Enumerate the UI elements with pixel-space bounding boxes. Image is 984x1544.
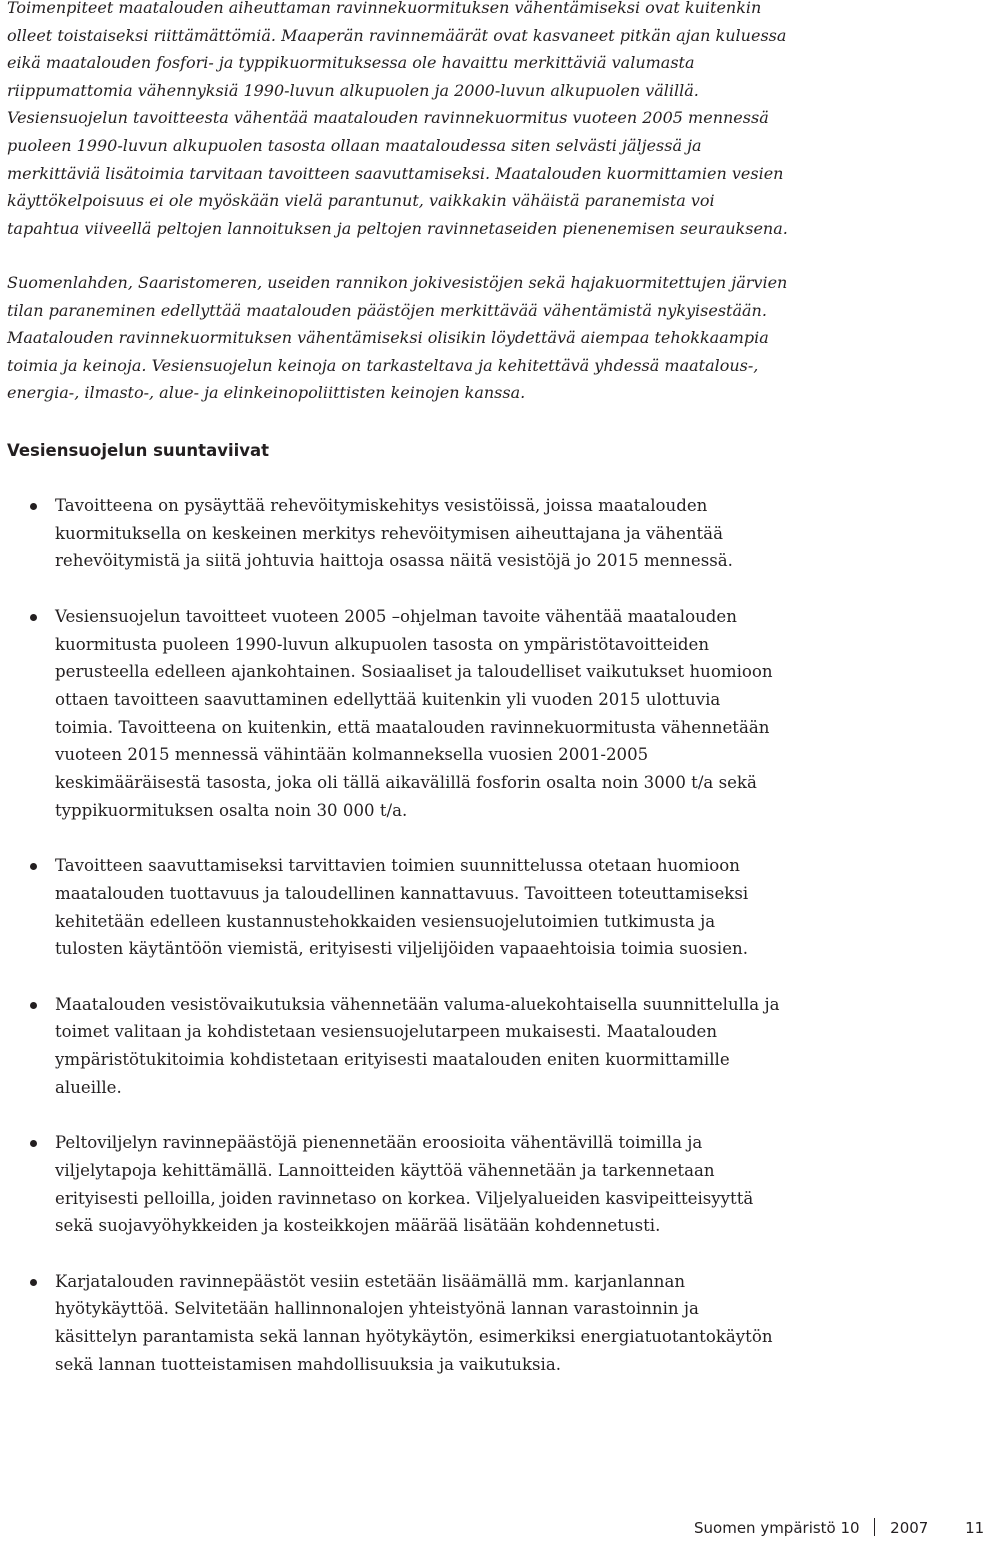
page-number: 11 — [965, 1519, 984, 1537]
list-item-text: Karjatalouden ravinnepäästöt vesiin estetään lisäämällä mm. karjanlannan hyötykäyttöä. Selvitetään hallinnonalojen yhteistyönä lannan varastoinnin ja käsittelyn parantamista sekä lannan hyötykäytön, esimerkiksi energiatuotantokäytön sekä lannan tuotteistamisen mahdollisuuksia ja vaikutuksia. — [55, 1271, 773, 1374]
list-item — [0, 852, 780, 963]
footer-year: 2007 — [890, 1519, 929, 1537]
bullet-icon — [30, 503, 37, 510]
list-item-text: Vesiensuojelun tavoitteet vuoteen 2005 –ohjelman tavoite vähentää maatalouden kuormitusta puoleen 1990-luvun alkupuolen tasosta on ympäristötavoitteiden perusteella edelleen ajankohtainen. Sosiaaliset ja taloudelliset vaikutukset huomioon ottaen tavoitteen saavuttaminen edellyttää kuitenkin yli vuoden 2015 ulottuvia toimia. Tavoitteena on kuitenkin, että maatalouden ravinnekuormitusta vähennetään vuoteen 2015 mennessä vähintään kolmanneksella vuosien 2001-2005 keskimääräisestä tasosta, joka oli tällä aikavälillä fosforin osalta noin 3000 t/a sekä typpikuormituksen osalta noin 30 000 t/a. — [55, 606, 773, 820]
section-heading: Vesiensuojelun suuntaviivat — [7, 441, 270, 460]
list-item-text: Maatalouden vesistövaikutuksia vähennetään valuma-aluekohtaisella suunnittelulla ja toimet valitaan ja kohdistetaan vesiensuojelutarpeen mukaisesti. Maatalouden ympäristötukitoimia kohdistetaan erityisesti maatalouden eniten kuormittamille alueille. — [55, 994, 780, 1097]
bullet-list — [0, 492, 800, 1406]
bullet-icon — [30, 1279, 37, 1286]
footer-divider — [874, 1518, 875, 1536]
list-item — [0, 492, 780, 575]
bullet-icon — [30, 614, 37, 621]
footer-publication: Suomen ympäristö — [694, 1519, 836, 1537]
list-item — [0, 1268, 780, 1379]
footer-issue: 10 — [840, 1519, 860, 1537]
intro-paragraph: Toimenpiteet maatalouden aiheuttaman ravinnekuormituksen vähentämiseksi ovat kuitenkin olleet toistaiseksi riittämättömiä. Maaperän ravinnemäärät ovat kasvaneet pitkän ajan kuluessa eikä maatalouden fosfori- ja typpikuormituksessa ole havaittu merkittäviä valumasta riippumattomia vähennyksiä 1990-luvun alkupuolen ja 2000-luvun alkupuolen välillä. Vesiensuojelun tavoitteesta vähentää maatalouden ravinnekuormitus vuoteen 2005 mennessä puoleen 1990-luvun alkupuolen tasosta ollaan maataloudessa siten selvästi jäljessä ja merkittäviä lisätoimia tarvitaan tavoitteen saavuttamiseksi. Maatalouden kuormittamien vesien käyttökelpoisuus ei ole myöskään vielä parantunut, vaikkakin vähäistä paranemista voi tapahtua viiveellä peltojen lannoituksen ja peltojen ravinnetaseiden pienenemisen seurauksena. — [7, 0, 788, 238]
bullet-icon — [30, 1140, 37, 1147]
second-paragraph: Suomenlahden, Saaristomeren, useiden rannikon jokivesistöjen sekä hajakuormitettujen järvien tilan paraneminen edellyttää maatalouden päästöjen merkittävää vähentämistä nykyisestään. Maatalouden ravinnekuormituksen vähentämiseksi olisikin löydettävä aiempaa tehokkaampia toimia ja keinoja. Vesiensuojelun keinoja on tarkasteltava ja kehitettävä yhdessä maatalous-, energia-, ilmasto-, alue- ja elinkeinopoliittisten keinojen kanssa. — [7, 273, 788, 403]
bullet-icon — [30, 1002, 37, 1009]
list-item — [0, 991, 780, 1102]
bullet-icon — [30, 863, 37, 870]
list-item-text: Tavoitteena on pysäyttää rehevöitymiskehitys vesistöissä, joissa maatalouden kuormituksella on keskeinen merkitys rehevöitymisen aiheuttajana ja vähentää rehevöitymistä ja siitä johtuvia haittoja osassa näitä vesistöjä jo 2015 mennessä. — [55, 496, 733, 571]
page-footer — [694, 1518, 984, 1538]
list-item-text: Tavoitteen saavuttamiseksi tarvittavien toimien suunnittelussa otetaan huomioon maatalouden tuottavuus ja taloudellinen kannattavuus. Tavoitteen toteuttamiseksi kehitetään edelleen kustannustehokkaiden vesiensuojelutoimien tutkimusta ja tulosten käytäntöön viemistä, erityisesti viljelijöiden vapaaehtoisia toimia suosien. — [55, 856, 749, 959]
list-item — [0, 1129, 780, 1240]
list-item — [0, 603, 780, 825]
list-item-text: Peltoviljelyn ravinnepäästöjä pienennetään eroosioita vähentävillä toimilla ja viljelytapoja kehittämällä. Lannoitteiden käyttöä vähennetään ja tarkennetaan erityisesti pelloilla, joiden ravinnetaso on korkea. Viljelyalueiden kasvipeitteisyyttä sekä suojavyöhykkeiden ja kosteikkojen määrää lisätään kohdennetusti. — [55, 1133, 754, 1236]
